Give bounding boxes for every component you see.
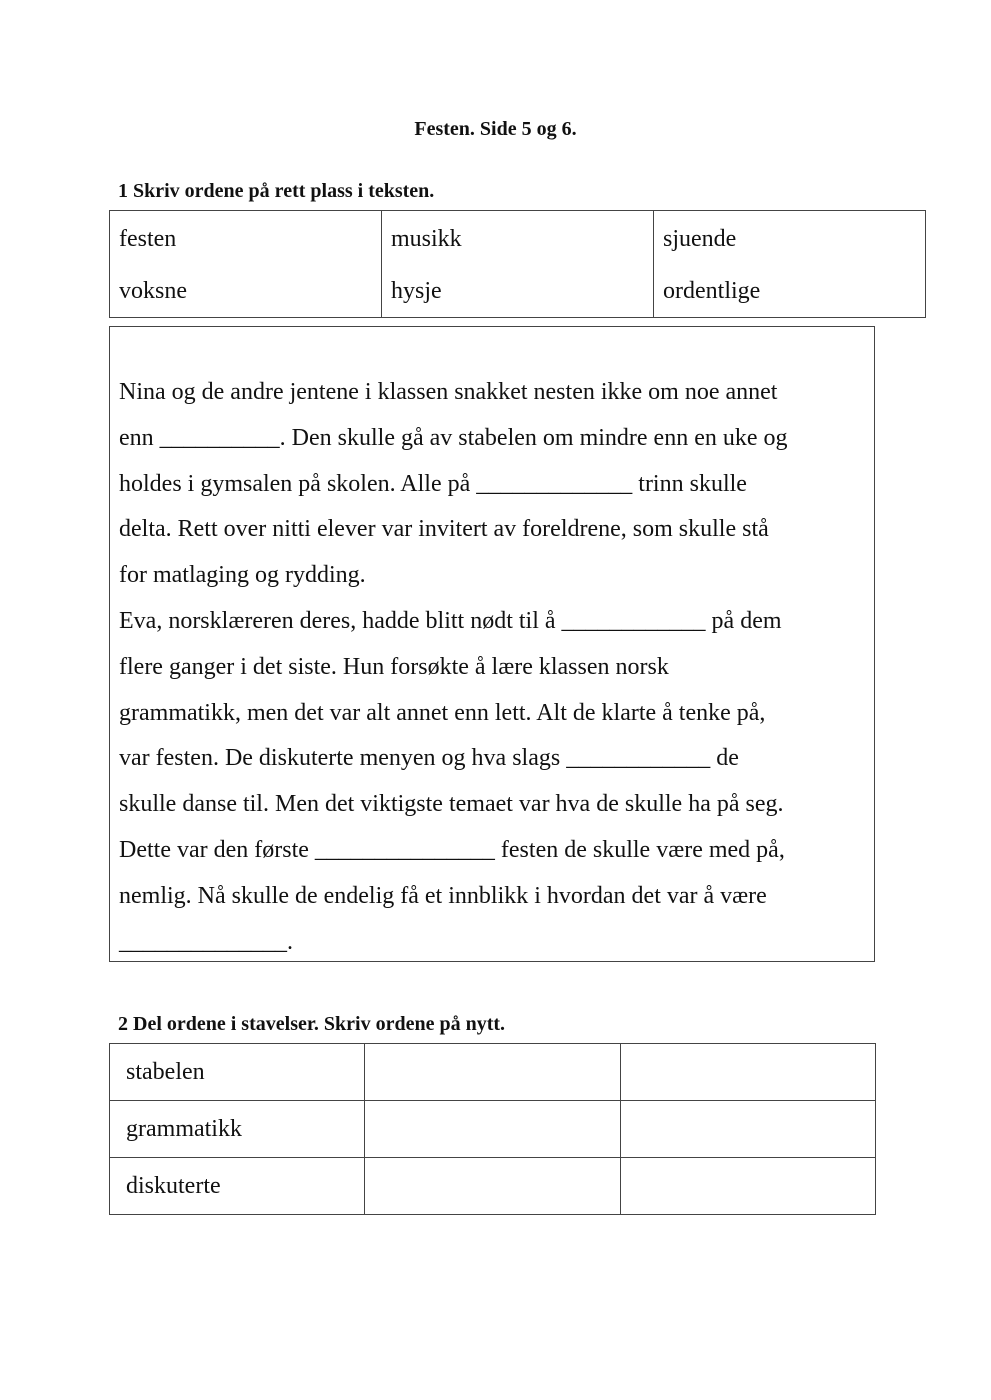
task-2-heading: 2 Del ordene i stavelser. Skriv ordene på nytt.	[118, 1013, 506, 1035]
cloze-text-box	[109, 326, 875, 962]
cloze-text: Nina og de andre jentene i klassen snakket nesten ikke om noe annet enn __________. Den skulle gå av stabelen om mindre enn en uke og holdes i gymsalen på skolen. Alle på _____________ trinn skulle delta. Rett over nitti elever var invitert av foreldrene, som skulle stå for matlaging og rydding. Eva, norsklæreren deres, hadde blitt nødt til å ____________ på dem flere ganger i det siste. Hun forsøkte å lære klassen norsk grammatikk, men det var alt annet enn lett. Alt de klarte å tenke på, var festen. De diskuterte menyen og hva slags ____________ de skulle danse til. Men det viktigste temaet var hva de skulle ha på seg. Dette var den første _______________ festen de skulle være med på, nemlig. Nå skulle de endelig få et innblikk i hvordan det var å være ______________.	[119, 379, 788, 955]
table-row	[110, 1044, 876, 1101]
answer-cell[interactable]	[620, 1044, 875, 1101]
task-1-heading: 1 Skriv ordene på rett plass i teksten.	[118, 180, 435, 202]
word-bank-word: ordentlige	[663, 278, 761, 304]
page-title: Festen. Side 5 og 6.	[414, 118, 577, 140]
syllable-word: grammatikk	[110, 1101, 365, 1158]
answer-cell[interactable]	[365, 1044, 620, 1101]
word-bank-word: hysje	[391, 278, 442, 304]
word-bank-word: musikk	[391, 226, 462, 252]
answer-cell[interactable]	[365, 1101, 620, 1158]
word-bank-cell	[110, 211, 382, 318]
syllable-word: stabelen	[110, 1044, 365, 1101]
syllable-word: diskuterte	[110, 1158, 365, 1215]
word-bank-word: voksne	[119, 278, 187, 304]
word-bank-word: festen	[119, 226, 177, 252]
word-bank-word: sjuende	[663, 226, 737, 252]
answer-cell[interactable]	[620, 1158, 875, 1215]
word-bank-cell	[382, 211, 654, 318]
table-row	[110, 1101, 876, 1158]
table-row	[110, 1158, 876, 1215]
answer-cell[interactable]	[620, 1101, 875, 1158]
word-bank-table	[109, 210, 926, 318]
syllable-table	[109, 1043, 876, 1215]
word-bank-cell	[654, 211, 926, 318]
answer-cell[interactable]	[365, 1158, 620, 1215]
